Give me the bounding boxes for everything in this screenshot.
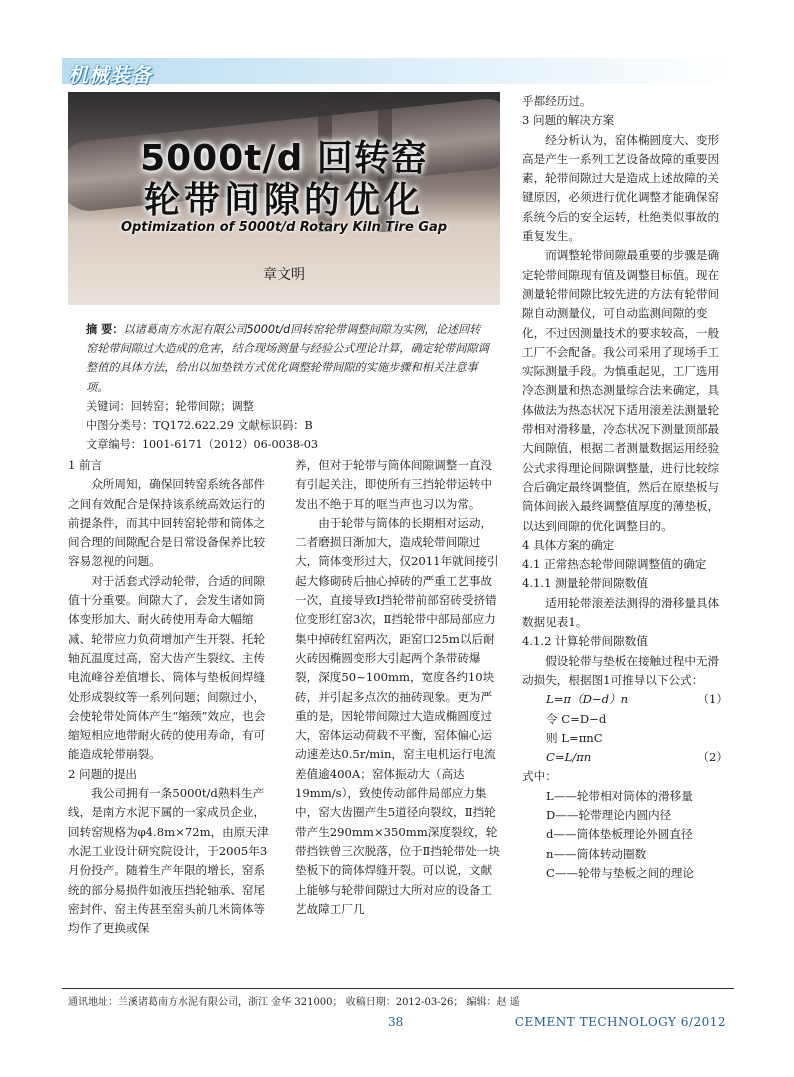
paragraph: 我公司拥有一条5000t/d熟料生产线，是南方水泥下属的一家成员企业，回转窑规格为φ4.8m×72m，由原天津水泥工业设计研究院设计，于2005年3月份投产。随着生产年限的增长，窑系统的部分易损件如液压挡轮轴承、窑尾密封件、窑主传甚至窑头前几米筒体等均作了更换或保 — [68, 786, 269, 936]
formula — [522, 748, 728, 767]
paragraph: 由于轮带与筒体的长期相对运动，二者磨损日渐加大，造成轮带间隙过大，筒体变形过大，仅2011年就间接引起大修砌砖后抽心掉砖的严重工艺事故一次，直接导致Ⅰ挡轮带前部窑砖受挤错位变形红窑3次，Ⅱ挡轮带中部局部应力集中掉砖红窑两次，距窑口25m以后耐火砖因椭圆变形大引起两个条带砖爆裂，深度50~100mm，宽度各约10块砖，并引起多点次的抽砖现象。更为严重的是，因轮带间隙过大造成椭圆度过大，窑体运动荷载不平衡，窑体偏心运动速差达0.5r/min，窑主电机运行电流差值逾400A；窑体振动大（高达19mm/s），致使传动部件局部应力集中，窑大齿圈产生5道径向裂纹，Ⅱ挡轮带产生290mm×350mm深度裂纹，轮带挡铁曾三次脱落，位于Ⅱ挡轮带处一块垫板下的筒体焊缝开裂。可以说，文献上能够与轮带间隙过大所对应的设备工艺故障工厂几 — [295, 515, 500, 916]
article-title-line1: 5000t/d 回转窑 — [140, 138, 428, 179]
abstract-label: 摘 要： — [86, 322, 124, 336]
header-band — [62, 58, 734, 84]
paragraph: 对于活套式浮动轮带，合适的间隙值十分重要。间隙大了，会发生诸如筒体变形加大、耐火砖使用寿命大幅缩减、轮带应力负荷增加产生开裂、托轮轴瓦温度过高，窑大齿产生裂纹、主传电流峰谷差值增长、筒体与垫板间焊缝处形成裂纹等一系列问题；间隙过小，会使轮带处筒体产生“缩颈”效应，也会缩短相应地带耐火砖的使用寿命，有可能造成轮带崩裂。 — [68, 573, 266, 762]
formula-line: n——筒体转动圈数 — [546, 846, 647, 861]
formula-line: D——轮带理论内圆内径 — [546, 807, 672, 822]
article-number: 文章编号：1001-6171（2012）06-0038-03 — [86, 438, 319, 452]
formula-line: 令 C=D−d — [546, 711, 607, 726]
section-heading: 4.1.1 测量轮带间隙数值 — [522, 576, 648, 591]
paragraph: 式中： — [522, 769, 557, 784]
paragraph: 而调整轮带间隙最重要的步骤是确定轮带间隙现有值及调整目标值。现在测量轮带间隙比较先进的方法有轮带间隙自动测量仪，可自动监测间隙的变化，不过因测量技术的要求较高，一般工厂不会配备。我公司采用了现场手工实际测量手段。为慎重起见，工厂选用冷态测量和热态测量综合法来确定，具体做法为热态状况下适用滚差法测量轮带相对滑移量，冷态状况下测量顶部最大间隙值，根据二者测量数据运用经验公式求得理论间隙调整量，进行比较综合后确定最终调整值，然后在原垫板与筒体间嵌入最终调整值厚度的薄垫板，以达到间隙的优化调整目的。 — [522, 248, 720, 533]
formula — [522, 690, 728, 709]
body-column-middle — [295, 456, 500, 919]
article-title-english: Optimization of 5000t/d Rotary Kiln Tire Gap — [120, 220, 448, 235]
title-banner — [68, 92, 500, 305]
section-tag: 机械装备 — [68, 63, 152, 87]
formula-line: L——轮带相对筒体的滑移量 — [546, 788, 693, 803]
article-author: 章文明 — [263, 267, 305, 283]
classification: 中图分类号：TQ172.622.29 文献标识码：B — [86, 419, 313, 433]
paragraph: 养，但对于轮带与筒体间隙调整一直没有引起关注，即使所有三挡轮带运转中发出不绝于耳的哐当声也习以为常。 — [295, 458, 493, 511]
paragraph: 经分析认为，窑体椭圆度大、变形高是产生一系列工艺设备故障的重要因素，轮带间隙过大是造成上述故障的关键原因，必须进行优化调整才能确保窑系统今后的安全运转，杜绝类似事故的重复发生。 — [522, 132, 720, 244]
formula-expression: L=π（D−d）n — [546, 692, 629, 707]
section-heading: 4.1 正常热态轮带间隙调整值的确定 — [522, 557, 707, 572]
formula-line: 则 L=πnC — [546, 730, 603, 745]
journal-name: CEMENT TECHNOLOGY 6/2012 — [514, 1015, 726, 1029]
formula-expression: C=L/πn — [546, 750, 592, 765]
abstract-paragraph — [86, 320, 490, 397]
paragraph: 适用轮带滚差法测得的滑移量具体数据见表1。 — [522, 595, 720, 630]
abstract-text: 以诸葛南方水泥有限公司5000t/d回转窑轮带调整间隙为实例，论述回转窑轮带间隙过大造成的危害，结合现场测量与经验公式理论计算，确定轮带间隙调整值的具体方法，给出以加垫铁方式优化调整轮带间隙的实施步骤和相关注意事项。 — [86, 323, 489, 394]
section-heading: 4 具体方案的确定 — [522, 537, 615, 552]
abstract-block — [86, 320, 490, 454]
body-column-right — [522, 92, 728, 883]
article-title-line2: 轮带间隙的优化 — [143, 180, 424, 221]
footer-rule — [62, 988, 734, 989]
formula-line: d——筒体垫板理论外圆直径 — [546, 827, 693, 842]
paragraph: 假设轮带与垫板在接触过程中无滑动损失，根据图1可推导以下公式： — [522, 653, 720, 687]
section-heading: 4.1.2 计算轮带间隙数值 — [522, 634, 648, 649]
paragraph: 众所周知，确保回转窑系统各部件之间有效配合是保持该系统高效运行的前提条件，而其中回转窑轮带和筒体之间合理的间隙配合是日常设备保养比较容易忽视的问题。 — [68, 477, 266, 569]
formula-line: C——轮带与垫板之间的理论 — [546, 865, 694, 880]
body-column-left — [68, 456, 274, 938]
section-heading: 3 问题的解决方案 — [522, 113, 615, 128]
footer-note: 通讯地址：兰溪诸葛南方水泥有限公司，浙江 金华 321000； 收稿日期：2012-03-26； 编辑：赵 遥 — [68, 997, 520, 1008]
section-heading: 2 问题的提出 — [68, 766, 138, 781]
section-heading: 1 前言 — [68, 458, 103, 472]
formula-number: （1） — [697, 692, 728, 707]
formula-number: （2） — [697, 750, 728, 765]
paragraph: 乎都经历过。 — [522, 94, 592, 108]
keywords: 关键词：回转窑；轮带间隙；调整 — [86, 399, 254, 413]
page-number: 38 — [388, 1015, 404, 1029]
